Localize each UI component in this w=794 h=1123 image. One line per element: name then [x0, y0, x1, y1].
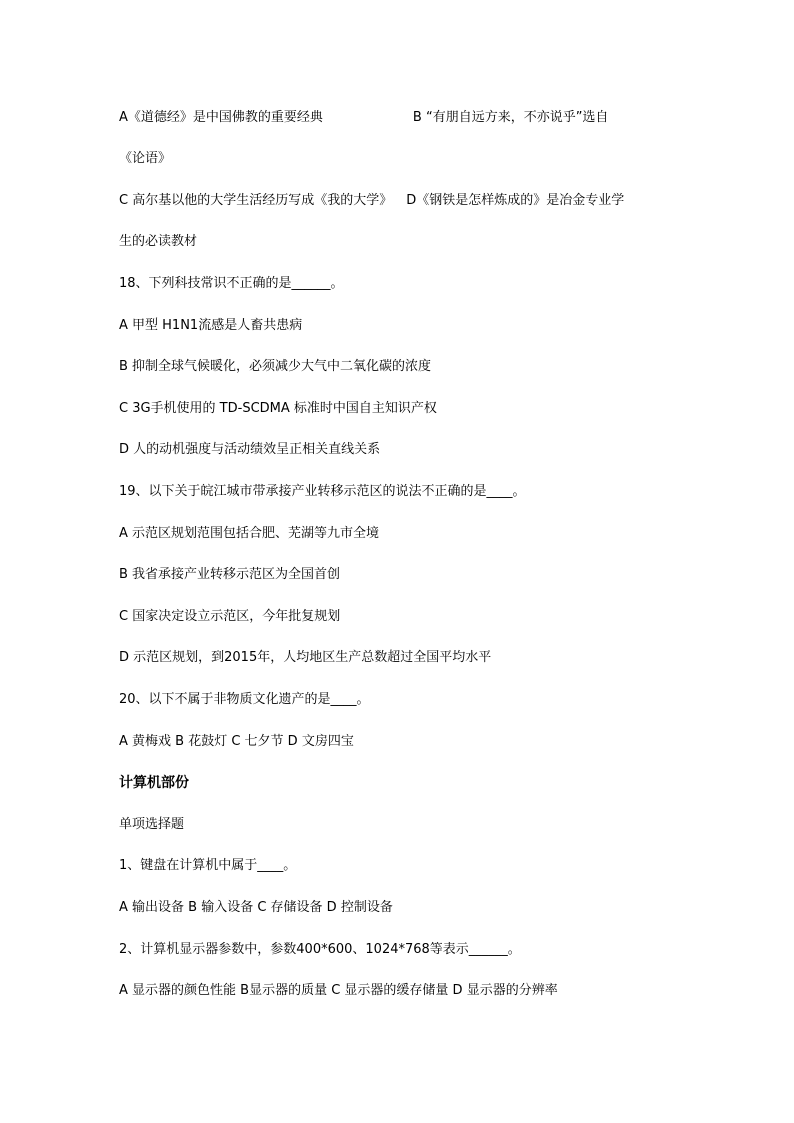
option-19-c: C 国家决定设立示范区，今年批复规划 [119, 609, 341, 624]
option-17-b-continued: 《论语》 [119, 151, 172, 166]
question-20: 20、以下不属于非物质文化遗产的是____。 [119, 692, 370, 707]
question-19: 19、以下关于皖江城市带承接产业转移示范区的说法不正确的是____。 [119, 484, 526, 499]
option-line-17-cd [119, 191, 624, 211]
option-18-a: A 甲型 H1N1流感是人畜共患病 [119, 318, 303, 333]
options-c2: A 显示器的颜色性能 B显示器的质量 C 显示器的缓存储量 D 显示器的分辨率 [119, 983, 558, 998]
option-17-c: C 高尔基以他的大学生活经历写成《我的大学》 [119, 193, 393, 208]
subsection-single-choice: 单项选择题 [119, 817, 185, 832]
option-19-d: D 示范区规划，到2015年，人均地区生产总数超过全国平均水平 [119, 650, 492, 665]
section-heading-computer: 计算机部份 [119, 775, 189, 791]
option-19-a: A 示范区规划范围包括合肥、芜湖等九市全境 [119, 526, 380, 541]
option-18-c: C 3G手机使用的 TD-SCDMA 标准时中国自主知识产权 [119, 401, 437, 416]
option-17-d: D《钢铁是怎样炼成的》是冶金专业学 [406, 193, 625, 208]
question-c1: 1、键盘在计算机中属于____。 [119, 858, 297, 873]
option-18-d: D 人的动机强度与活动绩效呈正相关直线关系 [119, 442, 381, 457]
question-c2: 2、计算机显示器参数中，参数400*600、1024*768等表示______。 [119, 942, 521, 957]
option-18-b: B 抑制全球气候暖化，必须减少大气中二氧化碳的浓度 [119, 359, 432, 374]
options-c1: A 输出设备 B 输入设备 C 存储设备 D 控制设备 [119, 900, 393, 915]
option-line-17-ab [119, 108, 608, 128]
question-18: 18、下列科技常识不正确的是______。 [119, 276, 344, 291]
option-19-b: B 我省承接产业转移示范区为全国首创 [119, 567, 341, 582]
option-17-a: A《道德经》是中国佛教的重要经典 [119, 110, 323, 125]
option-17-d-continued: 生的必读教材 [119, 234, 198, 249]
options-20: A 黄梅戏 B 花鼓灯 C 七夕节 D 文房四宝 [119, 734, 354, 749]
option-17-b: B “有朋自远方来，不亦说乎”选自 [412, 110, 609, 125]
